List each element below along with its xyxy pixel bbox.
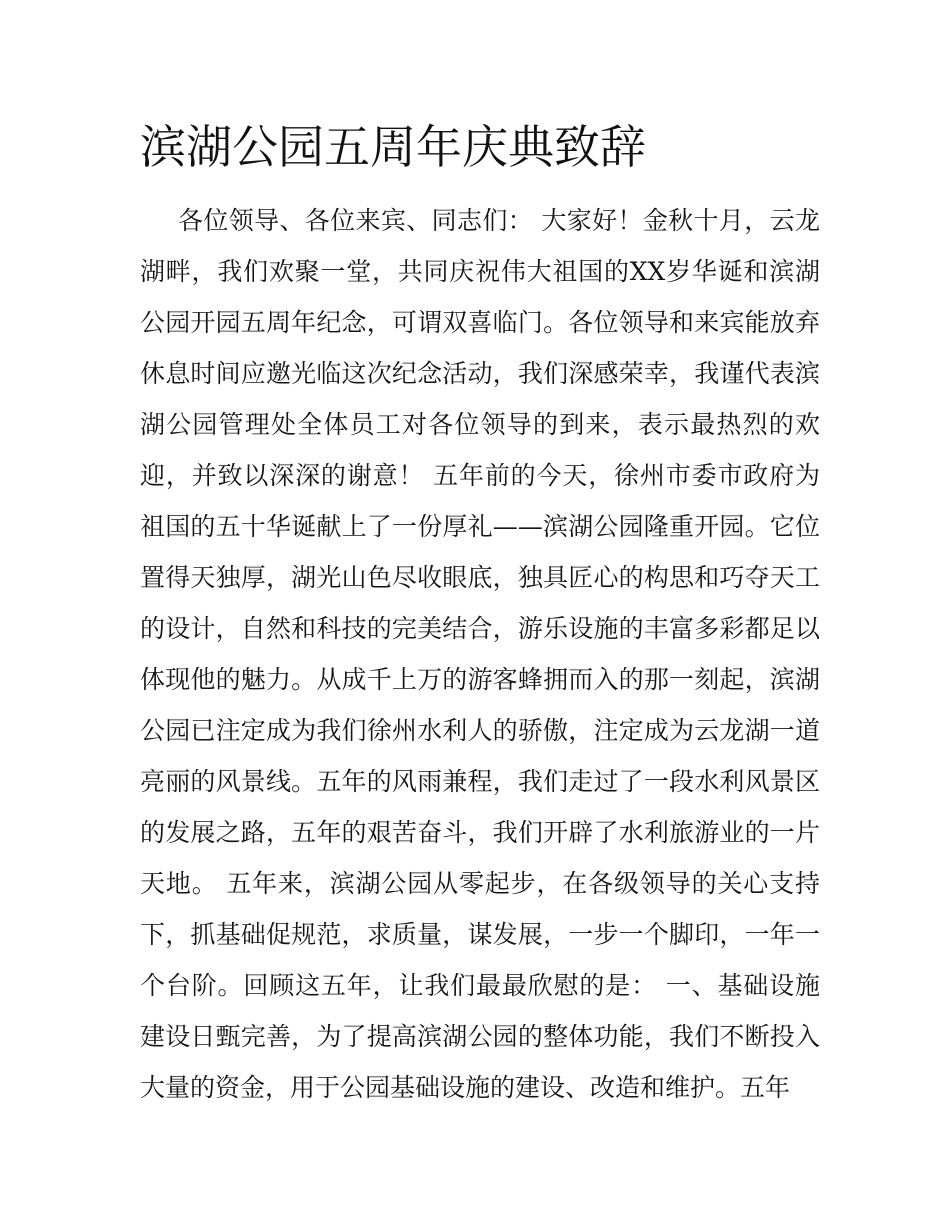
document-title: 滨湖公园五周年庆典致辞 — [140, 120, 646, 174]
body-line: 体现他的魅力。从成千上万的游客蜂拥而入的那一刻起，滨湖 — [140, 665, 820, 694]
body-line: 建设日甄完善，为了提高滨湖公园的整体功能，我们不断投入 — [140, 1022, 820, 1051]
body-line: 置得天独厚，湖光山色尽收眼底，独具匠心的构思和巧夺天工 — [140, 563, 820, 592]
body-line: 下，抓基础促规范，求质量，谋发展，一步一个脚印，一年一 — [140, 920, 820, 949]
body-line: 休息时间应邀光临这次纪念活动，我们深感荣幸，我谨代表滨 — [140, 359, 820, 388]
body-line: 亮丽的风景线。五年的风雨兼程，我们走过了一段水利风景区 — [140, 767, 820, 796]
body-line: 湖畔，我们欢聚一堂，共同庆祝伟大祖国的XX岁华诞和滨湖 — [140, 257, 820, 286]
body-line: 湖公园管理处全体员工对各位领导的到来，表示最热烈的欢 — [140, 410, 820, 439]
body-line: 各位领导、各位来宾、同志们： 大家好！金秋十月，云龙 — [178, 206, 820, 235]
body-line: 公园已注定成为我们徐州水利人的骄傲，注定成为云龙湖一道 — [140, 716, 820, 745]
body-line: 的设计，自然和科技的完美结合，游乐设施的丰富多彩都足以 — [140, 614, 820, 643]
body-line: 大量的资金，用于公园基础设施的建设、改造和维护。五年 — [140, 1073, 791, 1102]
body-line: 公园开园五周年纪念，可谓双喜临门。各位领导和来宾能放弃 — [140, 308, 820, 337]
body-line: 祖国的五十华诞献上了一份厚礼——滨湖公园隆重开园。它位 — [140, 512, 820, 541]
body-line: 个台阶。回顾这五年，让我们最最欣慰的是： 一、基础设施 — [140, 971, 820, 1000]
body-line: 天地。 五年来，滨湖公园从零起步，在各级领导的关心支持 — [140, 869, 820, 898]
body-line: 的发展之路，五年的艰苦奋斗，我们开辟了水利旅游业的一片 — [140, 818, 820, 847]
body-line: 迎，并致以深深的谢意！ 五年前的今天，徐州市委市政府为 — [140, 461, 820, 490]
